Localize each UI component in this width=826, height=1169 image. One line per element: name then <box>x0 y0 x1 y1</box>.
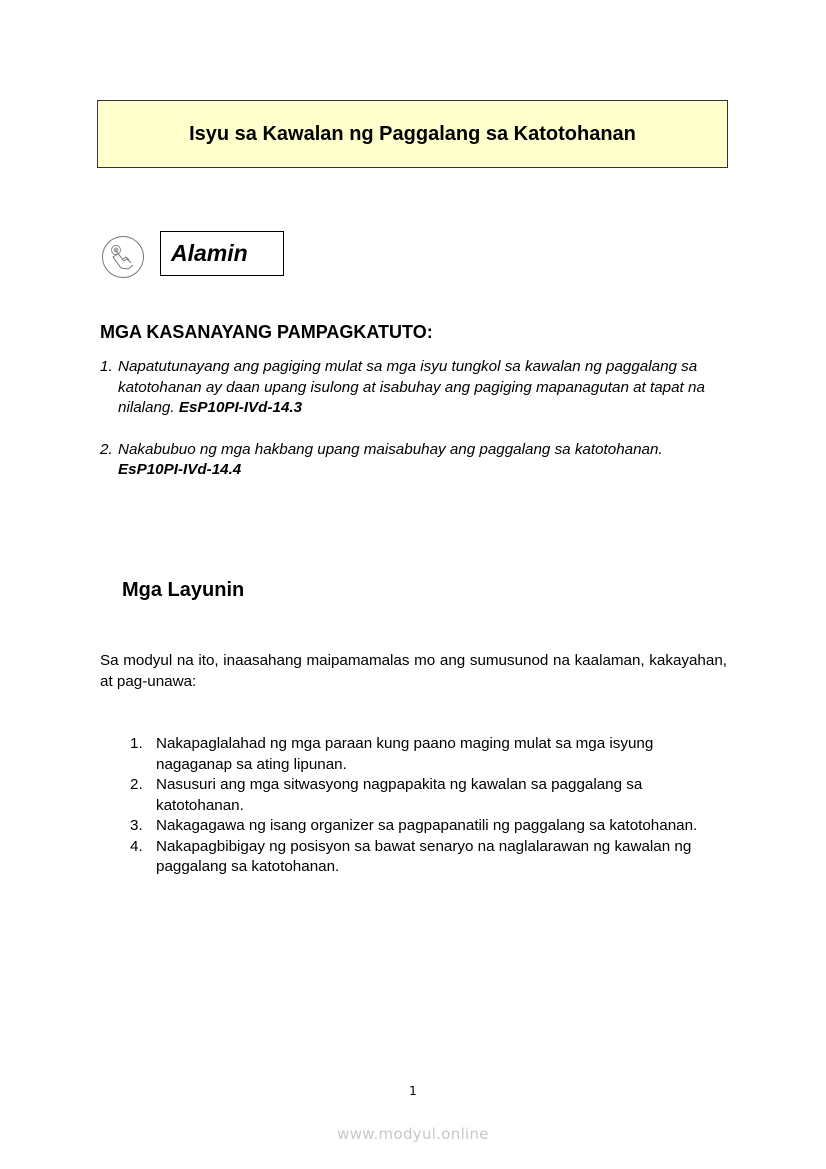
objectives-list <box>130 734 730 878</box>
objective-item: 3. Nakagagawa ng isang organizer sa pagpapanatili ng paggalang sa katotohanan. <box>130 816 730 837</box>
objective-text: Nakapagbibigay ng posisyon sa bawat senaryo na naglalarawan ng kawalan ng paggalang sa katotohanan. <box>156 837 692 875</box>
objective-text: Nakagagawa ng isang organizer sa pagpapanatili ng paggalang sa katotohanan. <box>156 817 698 834</box>
objective-item: 4. Nakapagbibigay ng posisyon sa bawat senaryo na naglalarawan ng kawalan ng paggalang sa katotohanan. <box>130 837 730 878</box>
competency-code: EsP10PI-IVd-14.4 <box>118 461 242 478</box>
hand-touch-icon <box>101 235 145 279</box>
objectives-heading: Mga Layunin <box>122 579 245 601</box>
page-number: 1 <box>409 1084 417 1098</box>
section-label-alamin <box>160 231 284 276</box>
objective-item: 1. Nakapaglalahad ng mga paraan kung paano maging mulat sa mga isyung nagaganap sa ating lipunan. <box>130 734 730 775</box>
competency-text: Nakabubuo ng mga hakbang upang maisabuhay ang paggalang sa katotohanan. <box>118 440 663 458</box>
competency-code: EsP10PI-IVd-14.3 <box>178 399 303 416</box>
objectives-intro: Sa modyul na ito, inaasahang maipamamalas mo ang sumusunod na kaalaman, kakayahan, at pag-unawa: <box>100 652 727 690</box>
title-box <box>97 100 728 168</box>
alamin-label: Alamin <box>171 240 248 266</box>
competency-item: 1. Napatutunayang ang pagiging mulat sa mga isyu tungkol sa kawalan ng paggalang sa katotohanan ay daan upang isulong at isabuhay ang pagiging mapanagutan at tapat na nilalang. EsP10PI-IVd-14.3 <box>100 358 705 416</box>
competencies-heading: MGA KASANAYANG PAMPAGKATUTO: <box>100 322 433 342</box>
watermark: www.modyul.online <box>337 1125 489 1143</box>
competency-item: 2. Nakabubuo ng mga hakbang upang maisabuhay ang paggalang sa katotohanan. EsP10PI-IVd-14.4 <box>100 440 663 478</box>
objective-text: Nakapaglalahad ng mga paraan kung paano maging mulat sa mga isyung nagaganap sa ating lipunan. <box>156 735 654 773</box>
page-title: Isyu sa Kawalan ng Paggalang sa Katotohanan <box>189 122 636 145</box>
objective-item: 2. Nasusuri ang mga sitwasyong nagpapakita ng kawalan sa paggalang sa katotohanan. <box>130 775 730 816</box>
objective-text: Nasusuri ang mga sitwasyong nagpapakita ng kawalan sa paggalang sa katotohanan. <box>156 776 643 814</box>
competency-text: Napatutunayang ang pagiging mulat sa mga isyu tungkol sa kawalan ng paggalang sa katotohanan ay daan upang isulong at isabuhay ang pagiging mapanagutan at tapat na nilalang. <box>118 358 705 416</box>
competencies-list <box>100 357 740 481</box>
